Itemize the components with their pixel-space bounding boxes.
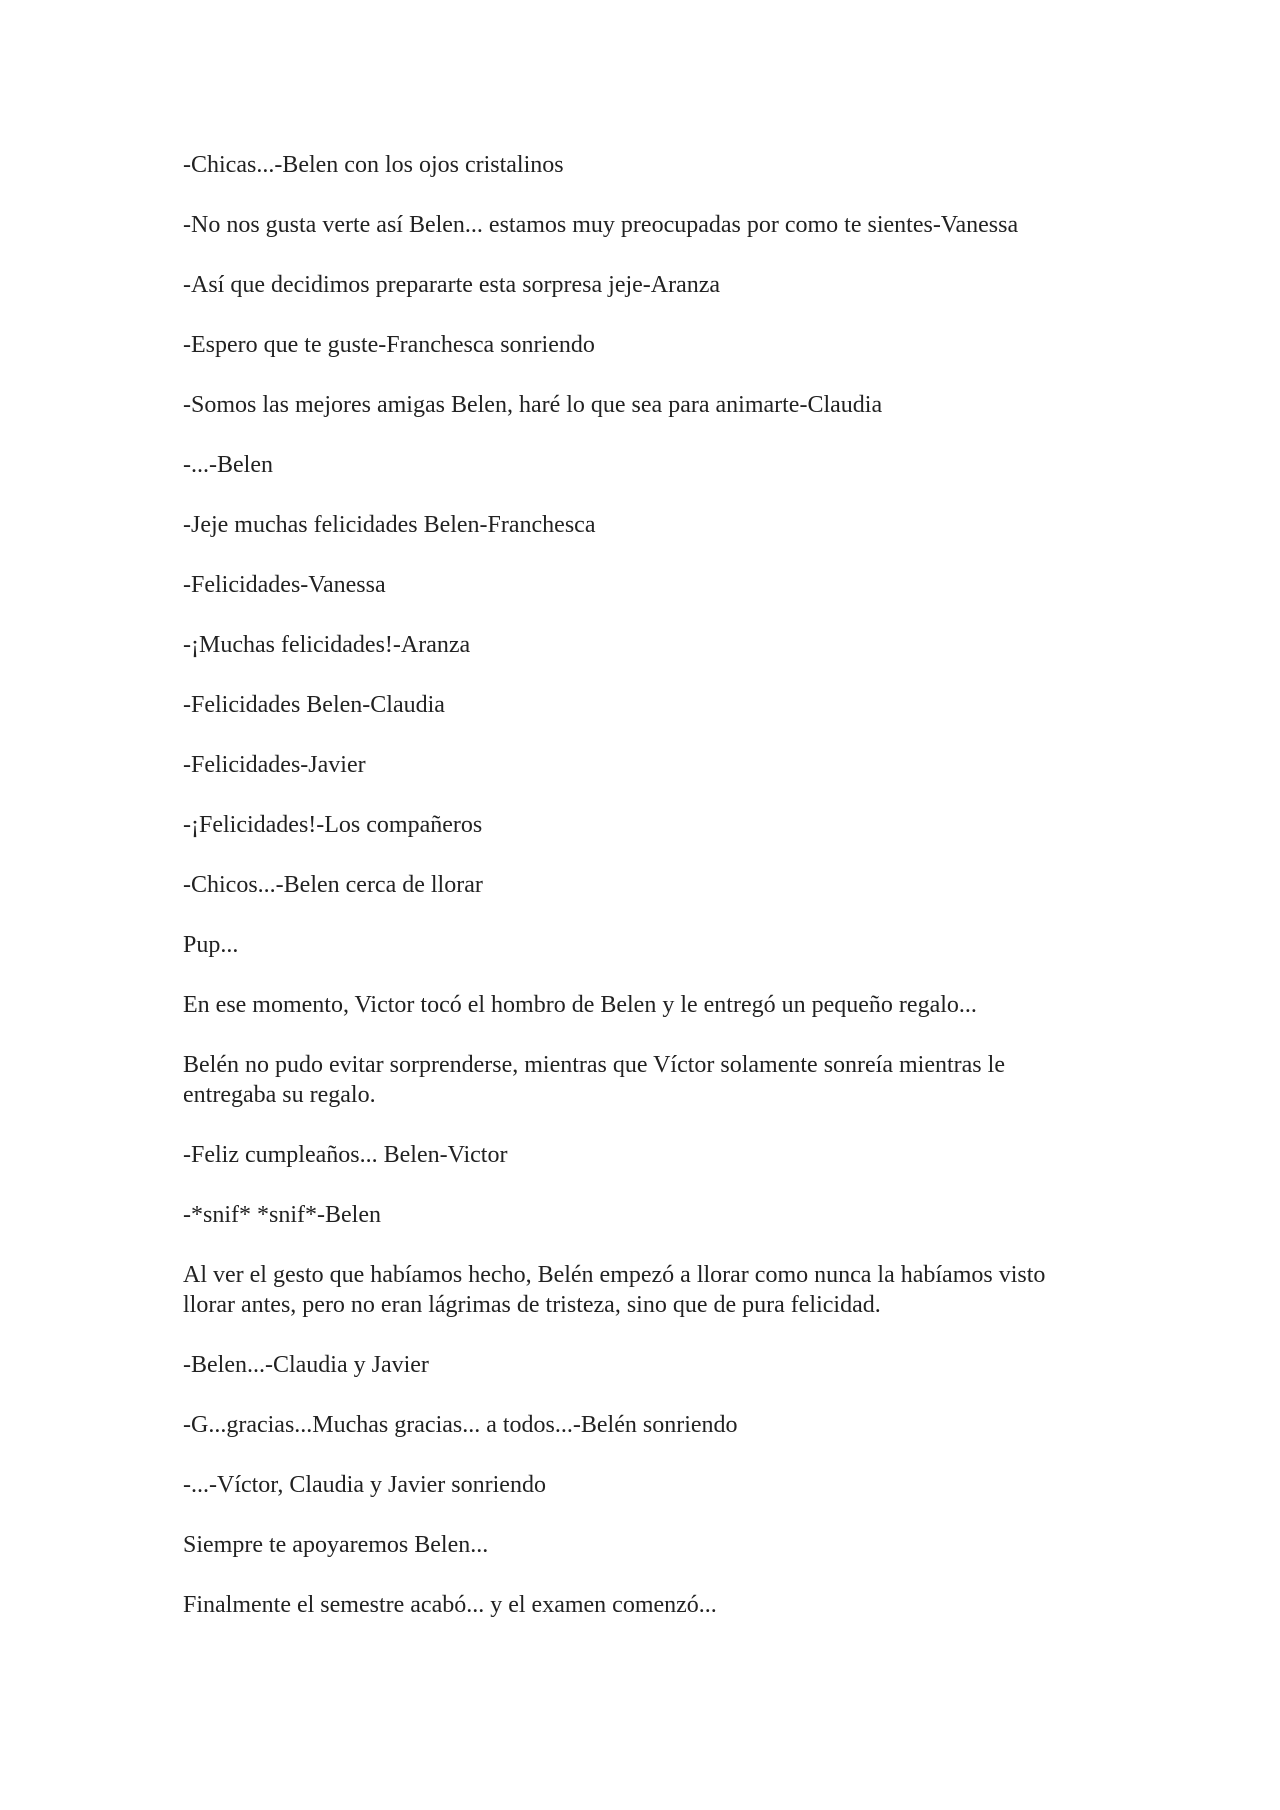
paragraph: -Feliz cumpleaños... Belen-Victor [183, 1142, 508, 1168]
paragraph: -Jeje muchas felicidades Belen-Franchesca [183, 512, 596, 538]
paragraph: -Felicidades-Vanessa [183, 572, 386, 598]
paragraph: Siempre te apoyaremos Belen... [183, 1532, 489, 1558]
paragraph: -Felicidades Belen-Claudia [183, 692, 445, 718]
paragraph: -Chicos...-Belen cerca de llorar [183, 872, 483, 898]
document-body [183, 150, 1098, 1650]
paragraph: -Somos las mejores amigas Belen, haré lo que sea para animarte-Claudia [183, 392, 883, 418]
paragraph: -¡Felicidades!-Los compañeros [183, 812, 483, 838]
paragraph: -Espero que te guste-Franchesca sonriendo [183, 332, 595, 358]
paragraph: -No nos gusta verte así Belen... estamos muy preocupadas por como te sientes-Vanessa [183, 212, 1019, 238]
paragraph: Pup... [183, 932, 239, 958]
paragraph: -Belen...-Claudia y Javier [183, 1352, 429, 1378]
paragraph: Al ver el gesto que habíamos hecho, Belén empezó a llorar como nunca la habíamos visto llorar antes, pero no eran lágrimas de tristeza, sino que de pura felicidad. [183, 1262, 1046, 1318]
paragraph: -...-Víctor, Claudia y Javier sonriendo [183, 1472, 546, 1498]
paragraph: -Chicas...-Belen con los ojos cristalinos [183, 152, 564, 178]
paragraph: Belén no pudo evitar sorprenderse, mientras que Víctor solamente sonreía mientras le entregaba su regalo. [183, 1052, 1005, 1108]
paragraph: -¡Muchas felicidades!-Aranza [183, 632, 471, 658]
paragraph: -...-Belen [183, 452, 273, 478]
paragraph: -Así que decidimos prepararte esta sorpresa jeje-Aranza [183, 272, 721, 298]
paragraph: Finalmente el semestre acabó... y el examen comenzó... [183, 1592, 717, 1618]
paragraph: -*snif* *snif*-Belen [183, 1202, 381, 1228]
paragraph: En ese momento, Victor tocó el hombro de Belen y le entregó un pequeño regalo... [183, 992, 977, 1018]
paragraph: -Felicidades-Javier [183, 752, 366, 778]
paragraph: -G...gracias...Muchas gracias... a todos...-Belén sonriendo [183, 1412, 738, 1438]
